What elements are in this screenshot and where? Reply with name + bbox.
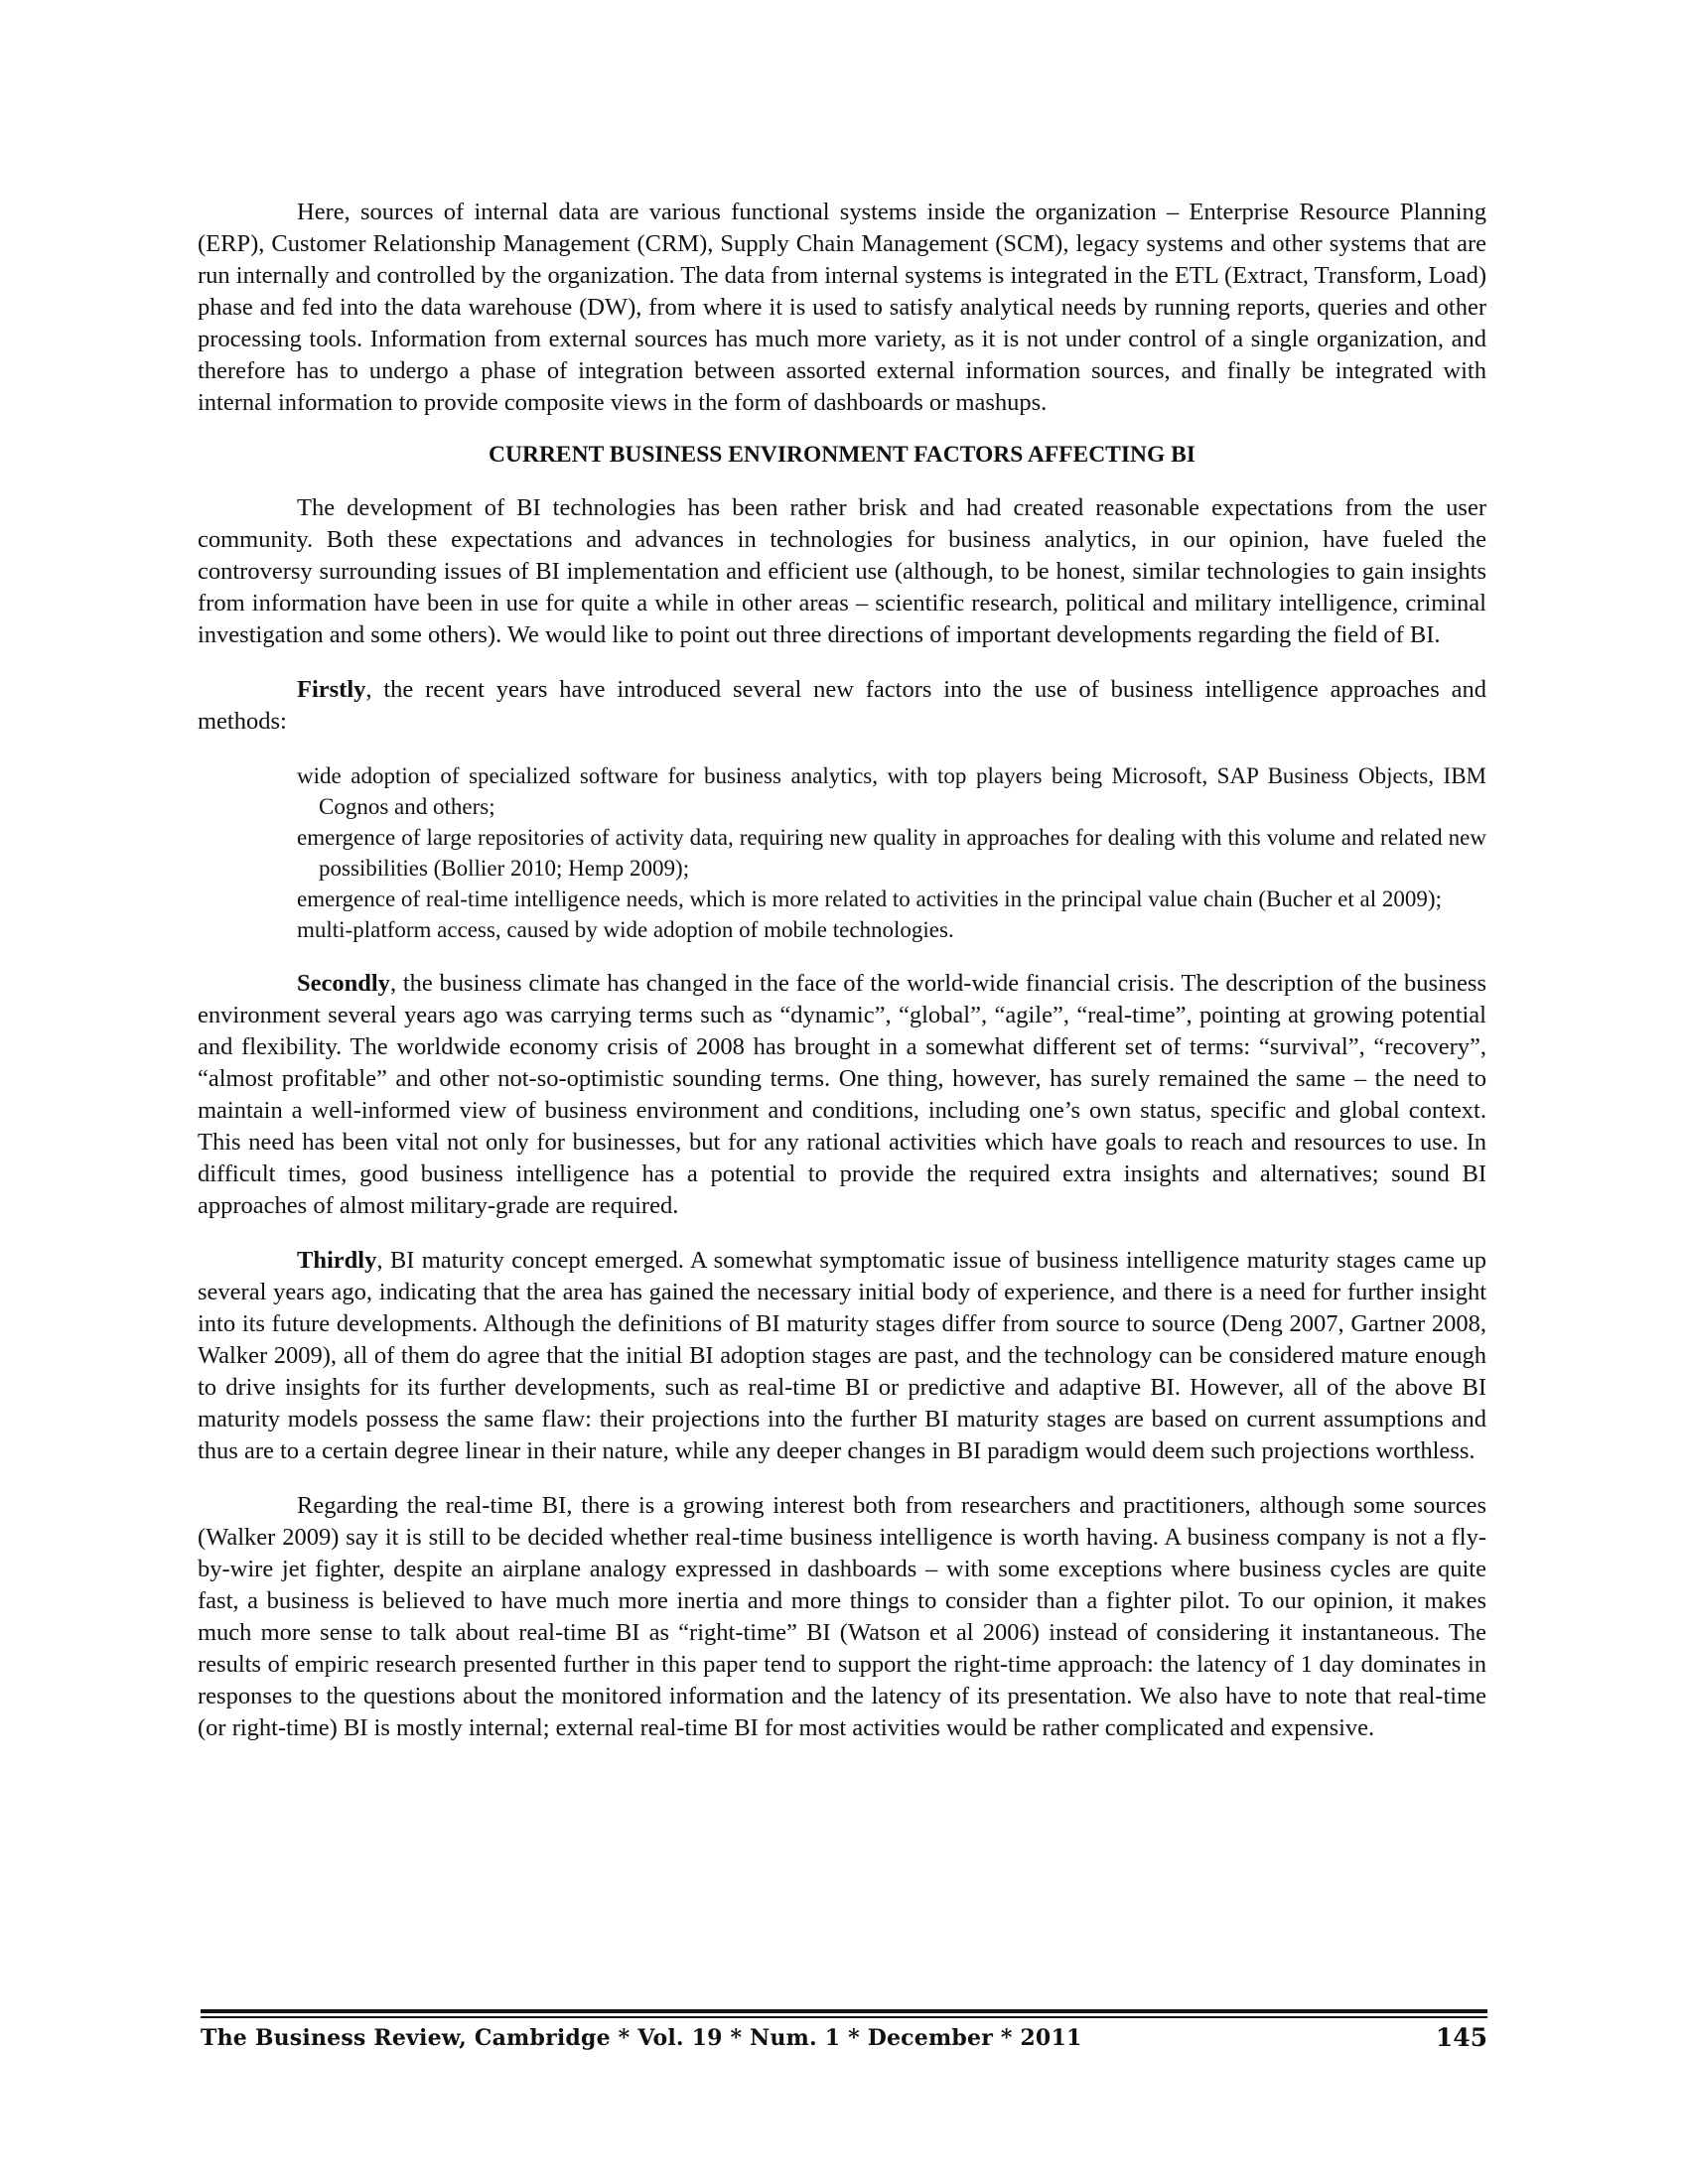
section-heading: CURRENT BUSINESS ENVIRONMENT FACTORS AFFECTING BI	[489, 442, 1196, 468]
list-item: emergence of real-time intelligence needs, which is more related to activities in the principal value chain (Bucher et al 2009);	[297, 887, 1442, 911]
paragraph-secondly	[198, 968, 1486, 1222]
paragraph-firstly	[198, 674, 1486, 738]
journal-citation: The Business Review, Cambridge * Vol. 19 * Num. 1 * December * 2011	[201, 2025, 1082, 2051]
factors-list	[198, 760, 1486, 945]
thirdly-text: , BI maturity concept emerged. A somewhat symptomatic issue of business intelligence maturity stages came up several years ago, indicating that the area has gained the necessary initial body of experience, and there is a need for further insight into its future developments. Although the definitions of BI maturity stages differ from source to source (Deng 2007, Gartner 2008, Walker 2009), all of them do agree that the initial BI adoption stages are past, and the technology can be considered mature enough to drive insights for its further developments, such as real-time BI or predictive and adaptive BI. However, all of the above BI maturity models possess the same flaw: their projections into the further BI maturity stages are based on current assumptions and thus are to a certain degree linear in their nature, while any deeper changes in BI paradigm would deem such projections worthless.	[198, 1247, 1486, 1464]
footer-rule-thin	[201, 2016, 1487, 2018]
firstly-text: , the recent years have introduced several new factors into the use of business intelligence approaches and methods:	[198, 676, 1486, 735]
paragraph-internal-data-sources: Here, sources of internal data are various functional systems inside the organization – Enterprise Resource Planning (ERP), Customer Relationship Management (CRM), Supply Chain Management (SCM), legacy systems and other systems that are run internally and controlled by the organization. The data from internal systems is integrated in the ETL (Extract, Transform, Load) phase and fed into the data warehouse (DW), from where it is used to satisfy analytical needs by running reports, queries and other processing tools. Information from external sources has much more variety, as it is not under control of a single organization, and therefore has to undergo a phase of integration between assorted external information sources, and finally be integrated with internal information to provide composite views in the form of dashboards or mashups.	[198, 199, 1486, 416]
thirdly-lead: Thirdly	[297, 1247, 377, 1274]
list-item: multi-platform access, caused by wide adoption of mobile technologies.	[297, 917, 954, 942]
page-body	[198, 197, 1486, 1744]
list-item: wide adoption of specialized software for business analytics, with top players being Microsoft, SAP Business Objects, IBM Cognos and others;	[297, 763, 1486, 819]
secondly-lead: Secondly	[297, 970, 390, 997]
firstly-lead: Firstly	[297, 676, 366, 703]
secondly-text: , the business climate has changed in the face of the world-wide financial crisis. The description of the business environment several years ago was carrying terms such as “dynamic”, “global”, “agile”, “real-time”, pointing at growing potential and flexibility. The worldwide economy crisis of 2008 has brought in a somewhat different set of terms: “survival”, “recovery”, “almost profitable” and other not-so-optimistic sounding terms. One thing, however, has surely remained the same – the need to maintain a well-informed view of business environment and conditions, including one’s own status, specific and global context. This need has been vital not only for businesses, but for any rational activities which have goals to reach and resources to use. In difficult times, good business intelligence has a potential to provide the required extra insights and alternatives; sound BI approaches of almost military-grade are required.	[198, 970, 1486, 1219]
footer-rule-thick	[201, 2009, 1487, 2013]
paragraph-bi-development: The development of BI technologies has been rather brisk and had created reasonable expectations from the user community. Both these expectations and advances in technologies for business analytics, in our opinion, have fueled the controversy surrounding issues of BI implementation and efficient use (although, to be honest, similar technologies to gain insights from information have been in use for quite a while in other areas – scientific research, political and military intelligence, criminal investigation and some others). We would like to point out three directions of important developments regarding the field of BI.	[198, 494, 1486, 648]
paragraph-real-time-bi: Regarding the real-time BI, there is a growing interest both from researchers and practitioners, although some sources (Walker 2009) say it is still to be decided whether real-time business intelligence is worth having. A business company is not a fly-by-wire jet fighter, despite an airplane analogy expressed in dashboards – with some exceptions where business cycles are quite fast, a business is believed to have much more inertia and more things to consider than a fighter pilot. To our opinion, it makes much more sense to talk about real-time BI as “right-time” BI (Watson et al 2006) instead of considering it instantaneous. The results of empiric research presented further in this paper tend to support the right-time approach: the latency of 1 day dominates in responses to the questions about the monitored information and the latency of its presentation. We also have to note that real-time (or right-time) BI is mostly internal; external real-time BI for most activities would be rather complicated and expensive.	[198, 1492, 1486, 1741]
page-number: 145	[1435, 2023, 1487, 2052]
paragraph-thirdly	[198, 1245, 1486, 1467]
list-item: emergence of large repositories of activity data, requiring new quality in approaches for dealing with this volume and related new possibilities (Bollier 2010; Hemp 2009);	[297, 825, 1486, 881]
